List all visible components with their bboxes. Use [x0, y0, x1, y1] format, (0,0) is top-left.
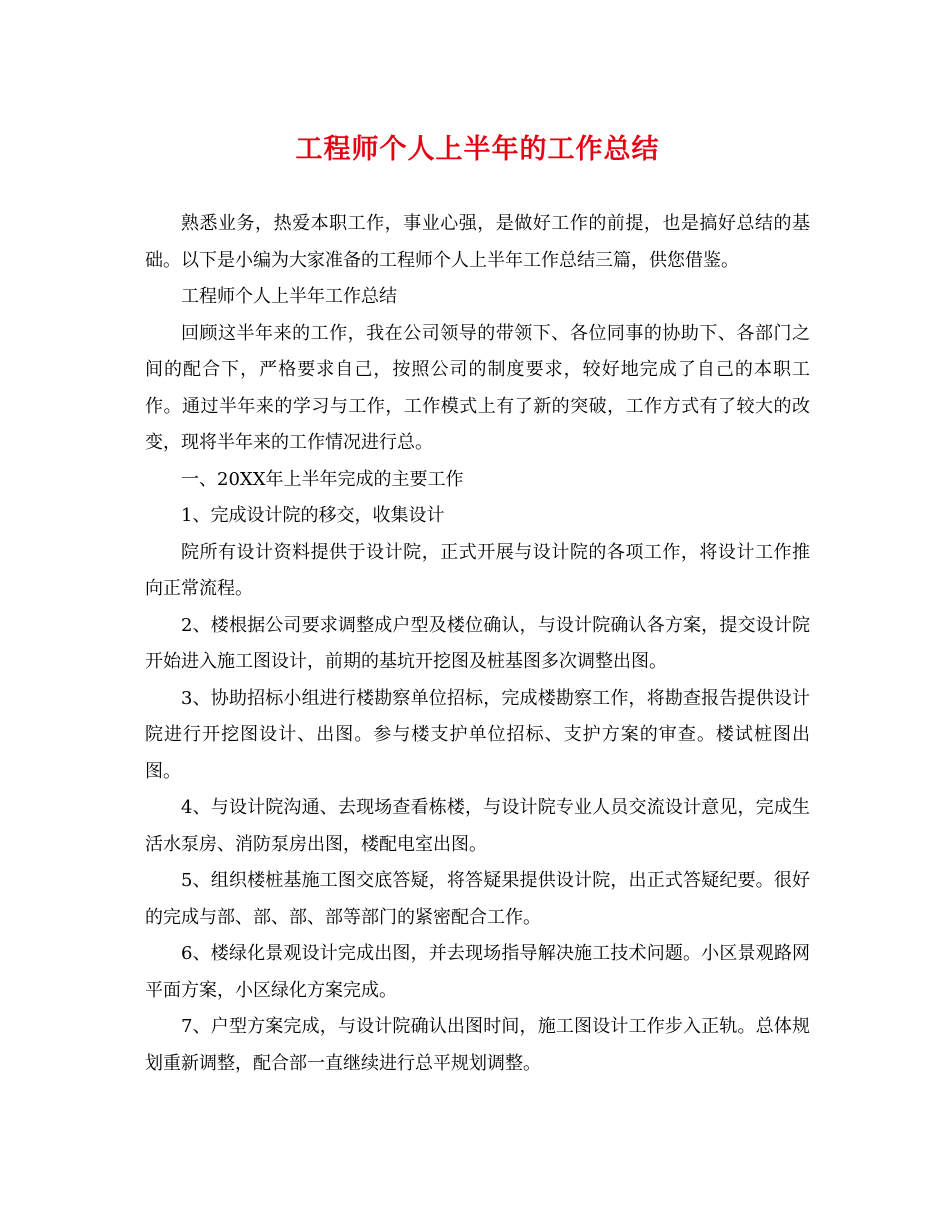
- item-1-heading: 1、完成设计院的移交，收集设计: [181, 505, 445, 526]
- item-4: 4、与设计院沟通、去现场查看栋楼，与设计院专业人员交流设计意见，完成生活水泵房、消防泵房出图，楼配电室出图。: [145, 797, 810, 855]
- item-1-body: 院所有设计资料提供于设计院，正式开展与设计院的各项工作，将设计工作推向正常流程。: [145, 541, 810, 599]
- intro-paragraph: 熟悉业务，热爱本职工作，事业心强，是做好工作的前提，也是搞好总结的基础。以下是小编为大家准备的工程师个人上半年工作总结三篇，供您借鉴。: [145, 213, 810, 271]
- item-6: 6、楼绿化景观设计完成出图，并去现场指导解决施工技术问题。小区景观路网平面方案，小区绿化方案完成。: [145, 943, 810, 1001]
- document-page: [145, 130, 810, 1082]
- section-heading: 工程师个人上半年工作总结: [181, 286, 397, 307]
- item-2: 2、楼根据公司要求调整成户型及楼位确认，与设计院确认各方案，提交设计院开始进入施工图设计，前期的基坑开挖图及桩基图多次调整出图。: [145, 614, 810, 672]
- item-7: 7、户型方案完成，与设计院确认出图时间，施工图设计工作步入正轨。总体规划重新调整，配合部一直继续进行总平规划调整。: [145, 1016, 810, 1074]
- item-3: 3、协助招标小组进行楼勘察单位招标，完成楼勘察工作，将勘查报告提供设计院进行开挖图设计、出图。参与楼支护单位招标、支护方案的审查。楼试桩图出图。: [145, 687, 810, 782]
- review-paragraph: 回顾这半年来的工作，我在公司领导的带领下、各位同事的协助下、各部门之间的配合下，严格要求自己，按照公司的制度要求，较好地完成了自己的本职工作。通过半年来的学习与工作，工作模式上有了新的突破，工作方式有了较大的改变，现将半年来的工作情况进行总。: [145, 322, 810, 453]
- subsection-heading: 一、20XX年上半年完成的主要工作: [181, 468, 464, 490]
- item-5: 5、组织楼桩基施工图交底答疑，将答疑果提供设计院，出正式答疑纪要。很好的完成与部、部、部、部等部门的紧密配合工作。: [145, 870, 810, 928]
- document-title: 工程师个人上半年的工作总结: [295, 134, 660, 165]
